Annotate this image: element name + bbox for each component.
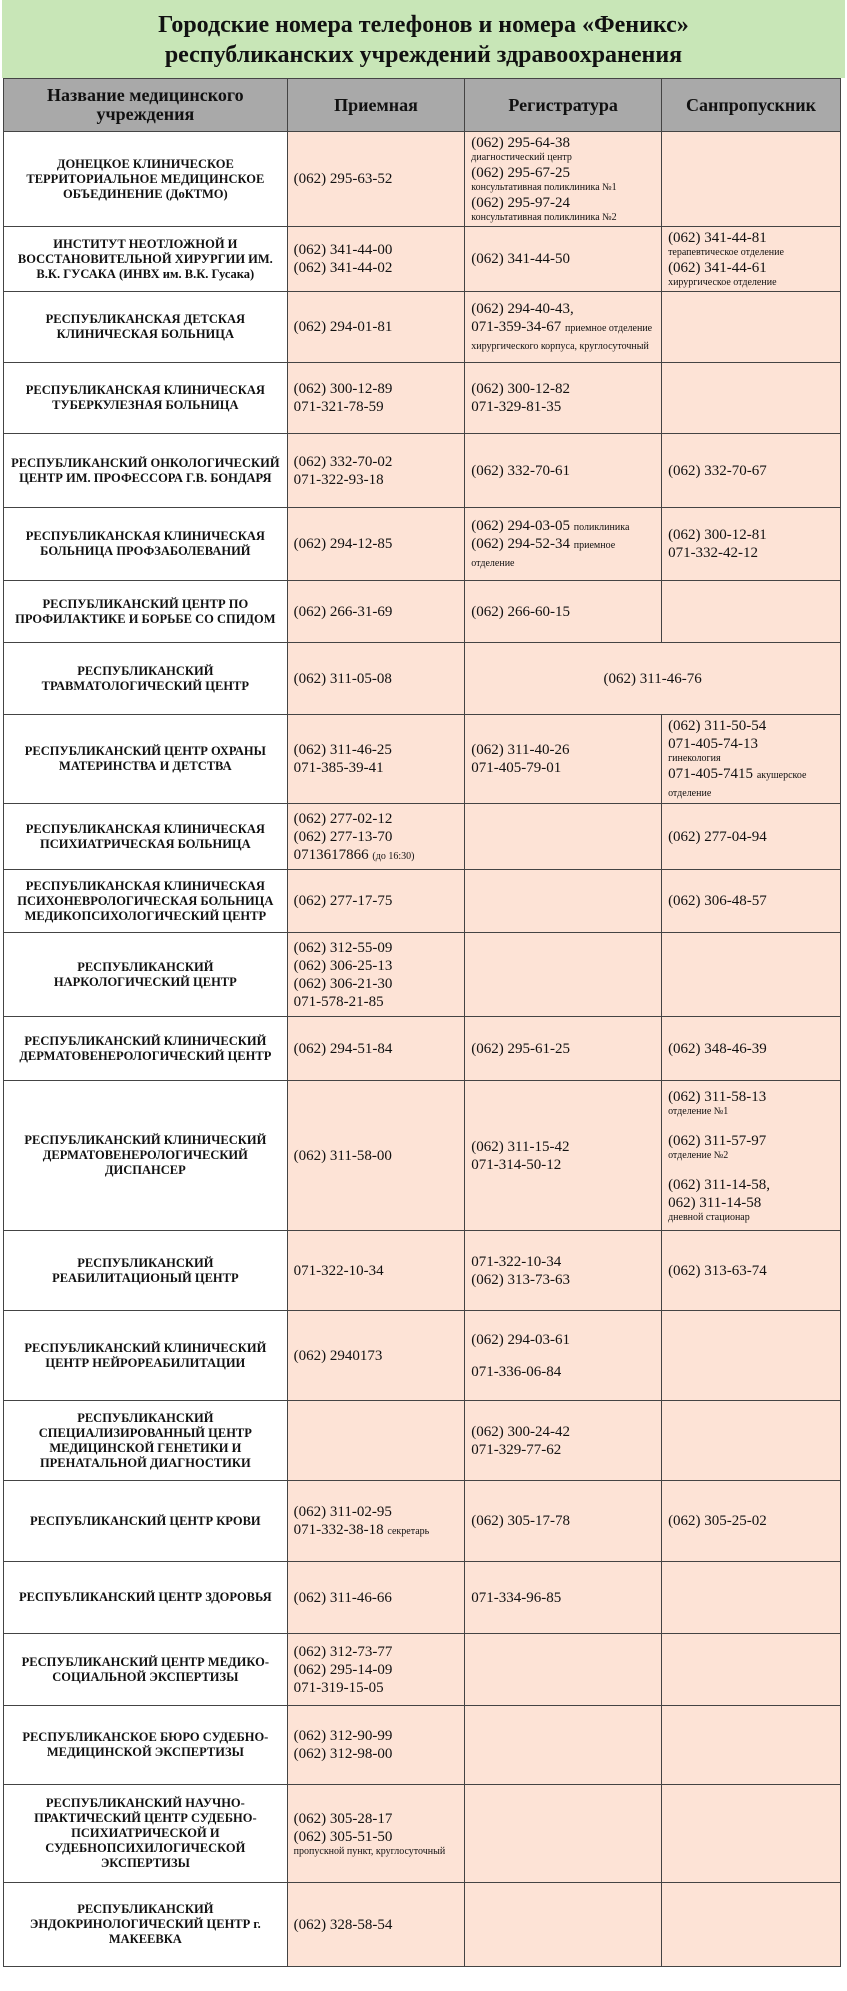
phone-number: 071-578-21-85 — [293, 993, 384, 1010]
institution-name: РЕСПУБЛИКАНСКАЯ ДЕТСКАЯ КЛИНИЧЕСКАЯ БОЛЬНИЦА — [4, 292, 288, 363]
reception-cell — [287, 870, 465, 933]
phone-number-value: (062) 294-03-05 — [471, 518, 571, 534]
table-row — [4, 1081, 841, 1231]
institution-name: РЕСПУБЛИКАНСКИЙ КЛИНИЧЕСКИЙ ЦЕНТР НЕЙРОРЕАБИЛИТАЦИИ — [4, 1311, 288, 1401]
institution-name: ИНСТИТУТ НЕОТЛОЖНОЙ И ВОССТАНОВИТЕЛЬНОЙ ХИРУРГИИ ИМ. В.К. ГУСАКА (ИНВХ им. В.К. Гусака) — [4, 227, 288, 292]
phone-number — [471, 318, 655, 354]
phone-number: (062) 312-98-00 — [293, 1746, 393, 1762]
institution-name: РЕСПУБЛИКАНСКАЯ КЛИНИЧЕСКАЯ ПСИХИАТРИЧЕСКАЯ БОЛЬНИЦА — [4, 804, 288, 870]
phone-number: (062) 341-44-00 — [293, 242, 393, 258]
registry-cell — [465, 132, 662, 227]
registry-cell — [465, 1401, 662, 1481]
phone-number: (062) 300-12-89 — [293, 381, 393, 397]
phone-number: (062) 295-61-25 — [471, 1040, 571, 1057]
table-row — [4, 227, 841, 292]
phone-number: 071-405-79-01 — [471, 760, 562, 776]
phone-number: (062) 295-67-25 — [471, 165, 571, 181]
phone-number: (062) 306-25-13 — [293, 957, 393, 974]
phone-number: (062) 306-21-30 — [293, 975, 393, 992]
sanitary-cell — [662, 227, 841, 292]
header-reception: Приемная — [287, 79, 465, 132]
reception-cell — [287, 1481, 465, 1562]
reception-cell — [287, 581, 465, 643]
phone-number: (062) 311-46-25 — [293, 742, 392, 758]
table-row — [4, 643, 841, 715]
reception-cell — [287, 1311, 465, 1401]
institution-name: РЕСПУБЛИКАНСКОЕ БЮРО СУДЕБНО-МЕДИЦИНСКОЙ ЭКСПЕРТИЗЫ — [4, 1706, 288, 1785]
phone-number — [294, 846, 459, 864]
phone-note: хирургическое отделение — [668, 277, 777, 288]
phone-number: (062) 305-51-50 — [293, 1828, 393, 1845]
sanitary-cell — [662, 581, 841, 643]
institution-name: РЕСПУБЛИКАНСКИЙ ТРАВМАТОЛОГИЧЕСКИЙ ЦЕНТР — [4, 643, 288, 715]
header-sanitary: Санпропускник — [662, 79, 841, 132]
sanitary-cell — [662, 1481, 841, 1562]
sanitary-cell — [662, 933, 841, 1017]
registry-cell — [465, 508, 662, 581]
registry-cell — [465, 581, 662, 643]
phone-number: (062) 311-46-76 — [603, 670, 702, 687]
sanitary-cell — [662, 1706, 841, 1785]
phone-number: (062) 306-48-57 — [668, 893, 767, 909]
spacer — [668, 1162, 834, 1176]
sanitary-cell — [662, 1017, 841, 1081]
phone-number: (062) 332-70-67 — [668, 462, 767, 479]
phone-number: (062) 295-14-09 — [293, 1661, 393, 1678]
reception-cell — [287, 804, 465, 870]
institution-name: РЕСПУБЛИКАНСКИЙ ЦЕНТР КРОВИ — [4, 1481, 288, 1562]
phone-note: гинекология — [668, 753, 721, 764]
phone-note: терапевтическое отделение — [668, 247, 784, 258]
phone-number: 071-405-74-13 — [668, 736, 759, 752]
reception-cell — [287, 508, 465, 581]
reception-cell — [287, 227, 465, 292]
table-row — [4, 870, 841, 933]
sanitary-cell — [662, 870, 841, 933]
registry-cell — [465, 1081, 662, 1231]
sanitary-cell — [662, 292, 841, 363]
phone-number: (062) 328-58-54 — [293, 1916, 393, 1933]
reception-cell — [287, 132, 465, 227]
phone-number: 071-322-93-18 — [293, 471, 384, 488]
institution-name: РЕСПУБЛИКАНСКИЙ ЦЕНТР ПО ПРОФИЛАКТИКЕ И БОРЬБЕ СО СПИДОМ — [4, 581, 288, 643]
phone-note: секретарь — [387, 1526, 430, 1537]
phone-number: (062) 294-03-61 — [471, 1331, 571, 1348]
registry-cell — [465, 804, 662, 870]
phone-number: 071-329-77-62 — [471, 1441, 562, 1458]
phone-number: (062) 313-63-74 — [668, 1262, 767, 1279]
reception-cell — [287, 292, 465, 363]
sanitary-cell — [662, 132, 841, 227]
phone-number: (062) 311-02-95 — [293, 1504, 392, 1520]
phone-number: (062) 341-44-50 — [471, 251, 571, 267]
phone-number — [471, 535, 655, 571]
registry-cell — [465, 1883, 662, 1967]
phone-number: (062) 266-60-15 — [471, 603, 571, 620]
table-row — [4, 581, 841, 643]
title-line-1: Городские номера телефонов и номера «Феникс» — [158, 12, 689, 38]
phone-note: пропускной пункт, круглосуточный — [293, 1845, 446, 1857]
table-row — [4, 132, 841, 227]
sanitary-cell — [662, 1311, 841, 1401]
registry-cell — [465, 1311, 662, 1401]
table-row — [4, 1401, 841, 1481]
phone-number: (062) 277-17-75 — [293, 893, 393, 909]
table-row — [4, 1883, 841, 1967]
institution-name: РЕСПУБЛИКАНСКИЙ НАРКОЛОГИЧЕСКИЙ ЦЕНТР — [4, 933, 288, 1017]
table-row — [4, 292, 841, 363]
reception-cell — [287, 1081, 465, 1231]
phone-number: (062) 313-73-63 — [471, 1271, 571, 1288]
phone-number: (062) 305-28-17 — [293, 1810, 393, 1827]
sanitary-cell — [662, 1081, 841, 1231]
registry-cell — [465, 1634, 662, 1706]
registry-cell — [465, 1481, 662, 1562]
institution-name: РЕСПУБЛИКАНСКАЯ КЛИНИЧЕСКАЯ ТУБЕРКУЛЕЗНАЯ БОЛЬНИЦА — [4, 363, 288, 434]
phone-number: (062) 294-51-84 — [293, 1040, 393, 1057]
institution-name: РЕСПУБЛИКАНСКИЙ КЛИНИЧЕСКИЙ ДЕРМАТОВЕНЕРОЛОГИЧЕСКИЙ ЦЕНТР — [4, 1017, 288, 1081]
institution-name: РЕСПУБЛИКАНСКИЙ ЭНДОКРИНОЛОГИЧЕСКИЙ ЦЕНТР г. МАКЕЕВКА — [4, 1883, 288, 1967]
registry-cell — [465, 1785, 662, 1883]
phone-number: (062) 348-46-39 — [668, 1040, 767, 1057]
reception-cell — [287, 1017, 465, 1081]
phone-number: (062) 311-58-13 — [668, 1088, 767, 1105]
sanitary-cell — [662, 804, 841, 870]
phone-number: 071-329-81-35 — [471, 399, 562, 415]
phone-number: (062) 295-63-52 — [293, 171, 393, 187]
table-row — [4, 715, 841, 804]
table-row — [4, 1017, 841, 1081]
title-line-2: республиканских учреждений здравоохранения — [164, 42, 683, 68]
phone-number: 071-385-39-41 — [293, 760, 384, 776]
registry-cell — [465, 715, 662, 804]
table-row — [4, 1562, 841, 1634]
sanitary-cell — [662, 1401, 841, 1481]
phone-number: (062) 311-46-66 — [293, 1589, 392, 1606]
reception-cell — [287, 1883, 465, 1967]
reception-cell — [287, 643, 465, 715]
registry-cell — [465, 363, 662, 434]
table-row — [4, 1311, 841, 1401]
registry-cell — [465, 292, 662, 363]
header-registry: Регистратура — [465, 79, 662, 132]
spacer — [471, 1349, 655, 1363]
sanitary-cell — [662, 363, 841, 434]
registry-cell — [465, 1231, 662, 1311]
phone-number: 071-332-42-12 — [668, 545, 759, 561]
reception-cell — [287, 1785, 465, 1883]
phone-number: (062) 295-64-38 — [471, 135, 571, 151]
spacer — [668, 1118, 834, 1132]
phone-note: диагностический центр — [471, 152, 572, 163]
phone-number: (062) 311-57-97 — [668, 1132, 767, 1149]
reception-cell — [287, 1401, 465, 1481]
phone-number: (062) 300-12-82 — [471, 381, 571, 397]
table-row — [4, 1634, 841, 1706]
phone-number — [668, 765, 834, 801]
table-header-row — [4, 79, 841, 132]
phone-number: (062) 341-44-61 — [668, 260, 767, 276]
sanitary-cell — [662, 434, 841, 508]
reception-cell — [287, 715, 465, 804]
phone-note: консультативная поликлиника №2 — [471, 212, 617, 223]
phone-number: (062) 332-70-61 — [471, 462, 571, 479]
table-row — [4, 434, 841, 508]
table-row — [4, 1785, 841, 1883]
phone-number: (062) 277-02-12 — [293, 810, 393, 827]
registry-sanitary-merged-cell — [465, 643, 841, 715]
table-row — [4, 1481, 841, 1562]
institution-name: РЕСПУБЛИКАНСКИЙ ЦЕНТР ЗДОРОВЬЯ — [4, 1562, 288, 1634]
phone-number: (062) 295-97-24 — [471, 195, 571, 211]
table-row — [4, 933, 841, 1017]
phone-number: (062) 2940173 — [293, 1347, 383, 1364]
phone-number: (062) 277-04-94 — [668, 828, 767, 845]
phone-number: (062) 311-05-08 — [293, 670, 392, 687]
reception-cell — [287, 1634, 465, 1706]
institution-name: РЕСПУБЛИКАНСКАЯ КЛИНИЧЕСКАЯ ПСИХОНЕВРОЛОГИЧЕСКАЯ БОЛЬНИЦА МЕДИКОПСИХОЛОГИЧЕСКИЙ ЦЕНТР — [4, 870, 288, 933]
phone-number-value: 0713617866 — [293, 846, 369, 863]
phone-number-value: 071-332-38-18 — [293, 1522, 384, 1538]
phone-number: 062) 311-14-58 — [668, 1194, 762, 1211]
phone-note: отделение №1 — [668, 1105, 729, 1117]
phone-note: (до 16:30) — [372, 850, 415, 862]
table-row — [4, 1706, 841, 1785]
phone-number: 071-322-10-34 — [471, 1253, 562, 1270]
phone-number-value: 071-359-34-67 — [471, 319, 562, 335]
registry-cell — [465, 1562, 662, 1634]
phone-number: 071-314-50-12 — [471, 1156, 562, 1173]
institution-name: РЕСПУБЛИКАНСКИЙ ЦЕНТР МЕДИКО-СОЦИАЛЬНОЙ ЭКСПЕРТИЗЫ — [4, 1634, 288, 1706]
institution-name: РЕСПУБЛИКАНСКИЙ СПЕЦИАЛИЗИРОВАННЫЙ ЦЕНТР МЕДИЦИНСКОЙ ГЕНЕТИКИ И ПРЕНАТАЛЬНОЙ ДИАГНОСТИКИ — [4, 1401, 288, 1481]
phone-number: (062) 341-44-81 — [668, 230, 767, 246]
phone-number: 071-336-06-84 — [471, 1363, 562, 1380]
phone-number-value: (062) 294-52-34 — [471, 536, 571, 552]
institution-name: РЕСПУБЛИКАНСКАЯ КЛИНИЧЕСКАЯ БОЛЬНИЦА ПРОФЗАБОЛЕВАНИЙ — [4, 508, 288, 581]
institution-name: РЕСПУБЛИКАНСКИЙ РЕАБИЛИТАЦИОНЫЙ ЦЕНТР — [4, 1231, 288, 1311]
table-row — [4, 508, 841, 581]
reception-cell — [287, 1231, 465, 1311]
table-row — [4, 363, 841, 434]
sanitary-cell — [662, 1883, 841, 1967]
phone-note: акушерское отделение — [668, 770, 807, 799]
phone-number: (062) 312-73-77 — [293, 1643, 393, 1660]
registry-cell — [465, 933, 662, 1017]
institution-name: ДОНЕЦКОЕ КЛИНИЧЕСКОЕ ТЕРРИТОРИАЛЬНОЕ МЕДИЦИНСКОЕ ОБЪЕДИНЕНИЕ (ДоКТМО) — [4, 132, 288, 227]
sanitary-cell — [662, 715, 841, 804]
sanitary-cell — [662, 508, 841, 581]
reception-cell — [287, 1562, 465, 1634]
phone-note: приемное отделение — [471, 540, 616, 569]
phone-number: (062) 300-24-42 — [471, 1423, 571, 1440]
phone-note: приемное отделение хирургического корпуса, круглосуточный — [471, 323, 653, 352]
phone-number: 071-321-78-59 — [293, 399, 384, 415]
reception-cell — [287, 1706, 465, 1785]
phone-note: дневной стационар — [668, 1211, 750, 1223]
phone-table — [3, 78, 841, 1967]
header-name: Название медицинского учреждения — [4, 79, 288, 132]
phone-number: (062) 312-90-99 — [293, 1728, 393, 1744]
reception-cell — [287, 434, 465, 508]
registry-cell — [465, 434, 662, 508]
phone-number: (062) 311-50-54 — [668, 718, 767, 734]
phone-number: (062) 305-25-02 — [668, 1513, 767, 1529]
phone-note: отделение №2 — [668, 1149, 729, 1161]
sanitary-cell — [662, 1634, 841, 1706]
phone-number: (062) 300-12-81 — [668, 527, 767, 543]
registry-cell — [465, 227, 662, 292]
registry-cell — [465, 1017, 662, 1081]
sanitary-cell — [662, 1231, 841, 1311]
phone-note: поликлиника — [573, 522, 630, 533]
phone-number: (062) 341-44-02 — [293, 260, 393, 276]
phone-number: (062) 311-14-58, — [668, 1176, 770, 1193]
phone-number: (062) 311-58-00 — [293, 1147, 392, 1164]
table-row — [4, 804, 841, 870]
registry-cell — [465, 870, 662, 933]
phone-number: 071-334-96-85 — [471, 1589, 562, 1606]
institution-name: РЕСПУБЛИКАНСКИЙ ОНКОЛОГИЧЕСКИЙ ЦЕНТР ИМ. ПРОФЕССОРА Г.В. БОНДАРЯ — [4, 434, 288, 508]
phone-number: (062) 305-17-78 — [471, 1513, 571, 1529]
phone-number: (062) 311-40-26 — [471, 742, 570, 758]
registry-cell — [465, 1706, 662, 1785]
reception-cell — [287, 363, 465, 434]
phone-number: (062) 277-13-70 — [293, 828, 393, 845]
sanitary-cell — [662, 1785, 841, 1883]
sanitary-cell — [662, 1562, 841, 1634]
institution-name: РЕСПУБЛИКАНСКИЙ НАУЧНО-ПРАКТИЧЕСКИЙ ЦЕНТР СУДЕБНО-ПСИХИАТРИЧЕСКОЙ И СУДЕБНОПСИХИЛОГИЧЕСКОЙ ЭКСПЕРТИЗЫ — [4, 1785, 288, 1883]
phone-number — [471, 517, 655, 535]
document-title — [2, 0, 845, 78]
phone-number: (062) 294-01-81 — [293, 319, 393, 335]
institution-name: РЕСПУБЛИКАНСКИЙ ЦЕНТР ОХРАНЫ МАТЕРИНСТВА И ДЕТСТВА — [4, 715, 288, 804]
phone-number-value: 071-405-7415 — [668, 766, 754, 782]
phone-number: 071-322-10-34 — [293, 1262, 384, 1279]
phone-number: (062) 266-31-69 — [293, 603, 393, 620]
phone-number: (062) 294-40-43, — [471, 301, 574, 317]
table-row — [4, 1231, 841, 1311]
phone-note: консультативная поликлиника №1 — [471, 182, 617, 193]
phone-number: (062) 312-55-09 — [293, 939, 393, 956]
phone-number: (062) 311-15-42 — [471, 1138, 570, 1155]
institution-name: РЕСПУБЛИКАНСКИЙ КЛИНИЧЕСКИЙ ДЕРМАТОВЕНЕРОЛОГИЧЕСКИЙ ДИСПАНСЕР — [4, 1081, 288, 1231]
phone-number: 071-319-15-05 — [293, 1679, 384, 1696]
phone-number: (062) 332-70-02 — [293, 453, 393, 470]
phone-number — [294, 1521, 459, 1539]
reception-cell — [287, 933, 465, 1017]
phone-number: (062) 294-12-85 — [293, 536, 393, 552]
